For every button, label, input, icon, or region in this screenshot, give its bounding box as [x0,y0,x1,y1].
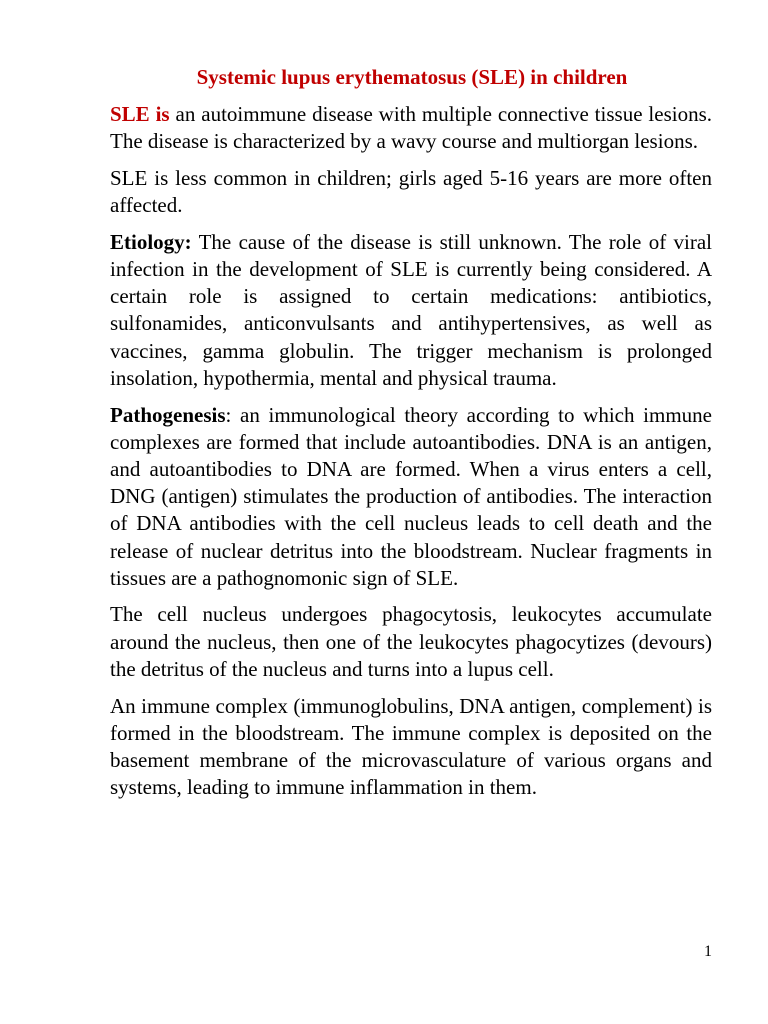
paragraph-immune-complex [110,693,712,802]
paragraph-text: An immune complex (immunoglobulins, DNA antigen, complement) is formed in the bloodstream. The immune complex is deposited on the basement membrane of the microvasculature of various organs and systems, leading to immune inflammation in them. [110,693,712,800]
paragraph-lead-sle: SLE is [110,102,170,126]
page-number: 1 [704,943,712,960]
paragraph-text: SLE is less common in children; girls aged 5-16 years are more often affected. [110,165,712,218]
paragraph-text: The cell nucleus undergoes phagocytosis, leukocytes accumulate around the nucleus, then one of the leukocytes phagocytizes (devours) the detritus of the nucleus and turns into a lupus cell. [110,602,712,681]
document-page [110,64,712,811]
paragraph-epidemiology [110,165,712,219]
paragraph-phagocytosis [110,601,712,683]
paragraph-text: The cause of the disease is still unknown. The role of viral infection in the development of SLE is currently being considered. A certain role is assigned to certain medications: antibiotics, sulfonamides, anticonvulsants and antihypertensives, as well as vaccines, gamma globulin. The trigger mechanism is prolonged insolation, hypothermia, mental and physical trauma. [110,229,712,390]
paragraph-text: an autoimmune disease with multiple connective tissue lesions. The disease is characterized by a wavy course and multiorgan lesions. [110,102,712,154]
document-title: Systemic lupus erythematosus (SLE) in children [196,65,628,89]
paragraph-sle-definition [110,101,712,155]
paragraph-lead-etiology: Etiology: [110,229,192,254]
paragraph-text: : an immunological theory according to which immune complexes are formed that include autoantibodies. DNA is an antigen, and autoantibodies to DNA are formed. When a virus enters a cell, DNG (antigen) stimulates the production of antibodies. The interaction of DNA antibodies with the cell nucleus leads to cell death and the release of nuclear detritus into the bloodstream. Nuclear fragments in tissues are a pathognomonic sign of SLE. [110,402,712,590]
paragraph-lead-pathogenesis: Pathogenesis [110,402,226,427]
paragraph-pathogenesis [110,402,712,592]
paragraph-etiology [110,229,712,392]
